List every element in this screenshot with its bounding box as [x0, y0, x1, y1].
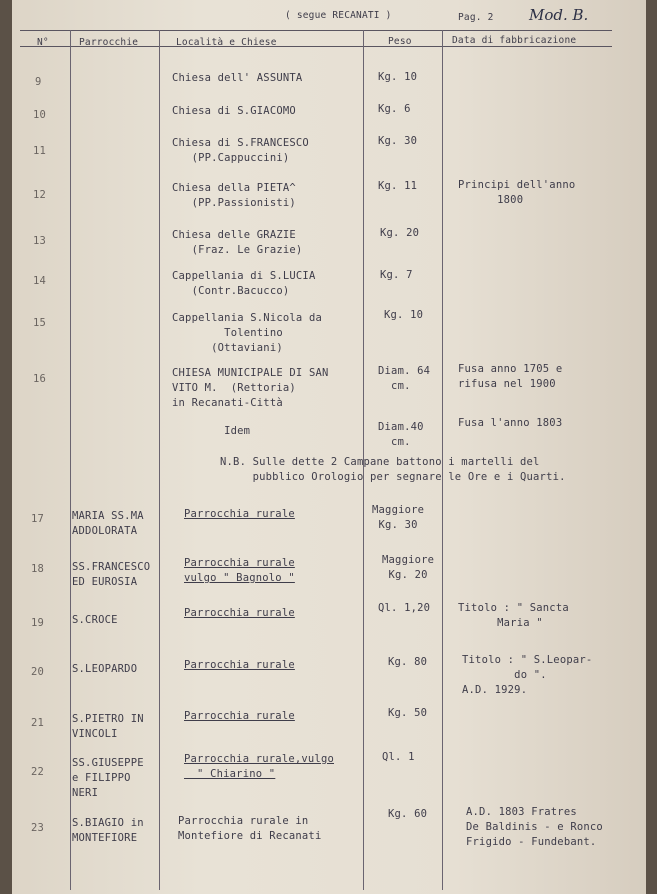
date-cell: Principi dell'anno 1800 [458, 179, 576, 206]
parish-cell: SS.FRANCESCO ED EUROSIA [72, 561, 151, 588]
church-cell: Parrocchia rurale [184, 508, 295, 520]
weight-cell: Kg. 7 [380, 269, 413, 281]
weight-cell: Kg. 11 [378, 180, 418, 192]
church-cell: Chiesa di S.FRANCESCO (PP.Cappuccini) [172, 137, 309, 164]
parish-cell: SS.GIUSEPPE e FILIPPO NERI [72, 757, 144, 799]
row-number: 17 [31, 513, 45, 525]
church-cell: Chiesa dell' ASSUNTA [172, 72, 303, 84]
date-cell: Titolo : " S.Leopar- do ". A.D. 1929. [462, 654, 593, 696]
column-divider-1 [70, 30, 71, 890]
weight-cell: Kg. 50 [388, 707, 428, 719]
church-cell: Cappellania S.Nicola da Tolentino (Ottaviani) [172, 312, 322, 354]
column-header-weight: Peso [388, 36, 412, 47]
church-cell: Parrocchia rurale [184, 607, 295, 619]
parish-cell: S.CROCE [72, 614, 118, 626]
column-divider-2 [159, 30, 160, 890]
church-cell: Parrocchia rurale,vulgo " Chiarino " [184, 753, 334, 780]
column-header-churches: Località e Chiese [176, 37, 277, 48]
row-number: 15 [33, 317, 47, 329]
weight-cell: Kg. 6 [378, 103, 411, 115]
row-number: 22 [31, 766, 45, 778]
weight-cell: Diam.40 cm. [378, 421, 424, 448]
row-number: 23 [31, 822, 45, 834]
weight-cell: Ql. 1 [382, 751, 415, 763]
church-cell: Chiesa di S.GIACOMO [172, 105, 296, 117]
row-number: 11 [33, 145, 47, 157]
row-number: 12 [33, 189, 47, 201]
row-number: 19 [31, 617, 45, 629]
weight-cell: Kg. 60 [388, 808, 428, 820]
date-cell: A.D. 1803 Fratres De Baldinis - e Ronco Frigido - Fundebant. [466, 806, 603, 848]
weight-cell: Kg. 10 [378, 71, 418, 83]
parish-cell: S.BIAGIO in MONTEFIORE [72, 817, 144, 844]
church-cell-idem: Idem [198, 425, 251, 437]
church-cell: Chiesa delle GRAZIE (Fraz. Le Grazie) [172, 229, 303, 256]
weight-cell: Kg. 30 [378, 135, 418, 147]
church-cell: Chiesa della PIETA^ (PP.Passionisti) [172, 182, 296, 209]
page-header-title: ( segue RECANATI ) [285, 10, 392, 21]
church-cell: Parrocchia rurale [184, 710, 295, 722]
church-cell: Parrocchia rurale vulgo " Bagnolo " [184, 557, 295, 584]
church-cell: Parrocchia rurale [184, 659, 295, 671]
row-number: 18 [31, 563, 45, 575]
row-number: 21 [31, 717, 45, 729]
row-number: 14 [33, 275, 47, 287]
header-top-rule [20, 30, 612, 31]
row-number: 10 [33, 109, 47, 121]
parish-cell: MARIA SS.MA ADDOLORATA [72, 510, 144, 537]
form-model-handwritten: Mod. B. [529, 6, 589, 24]
weight-cell: Maggiore Kg. 20 [382, 554, 435, 581]
church-cell: CHIESA MUNICIPALE DI SAN VITO M. (Rettoria) in Recanati-Città [172, 367, 329, 409]
column-header-parishes: Parrocchie [79, 37, 139, 48]
weight-cell: Diam. 64 cm. [378, 365, 431, 392]
document-page [12, 0, 646, 894]
column-header-number: N° [37, 37, 49, 48]
church-cell: Cappellania di S.LUCIA (Contr.Bacucco) [172, 270, 316, 297]
weight-cell: Kg. 20 [380, 227, 420, 239]
date-cell: Fusa anno 1705 e rifusa nel 1900 [458, 363, 563, 390]
row-number: 9 [35, 76, 42, 88]
row-number: 20 [31, 666, 45, 678]
weight-cell: Kg. 10 [384, 309, 424, 321]
row-number: 13 [33, 235, 47, 247]
row-number: 16 [33, 373, 47, 385]
parish-cell: S.PIETRO IN VINCOLI [72, 713, 144, 740]
parish-cell: S.LEOPARDO [72, 663, 138, 675]
weight-cell: Ql. 1,20 [378, 602, 431, 614]
column-header-date: Data di fabbricazione [452, 35, 577, 46]
date-cell: Titolo : " Sancta Maria " [458, 602, 569, 629]
date-cell: Fusa l'anno 1803 [458, 417, 563, 429]
note-text: N.B. Sulle dette 2 Campane battono i martelli del pubblico Orologio per segnare le Ore e i Quarti. [220, 456, 566, 483]
weight-cell: Kg. 80 [388, 656, 428, 668]
weight-cell: Maggiore Kg. 30 [372, 504, 425, 531]
page-number: Pag. 2 [458, 12, 494, 23]
church-cell: Parrocchia rurale in Montefiore di Recanati [178, 815, 322, 842]
